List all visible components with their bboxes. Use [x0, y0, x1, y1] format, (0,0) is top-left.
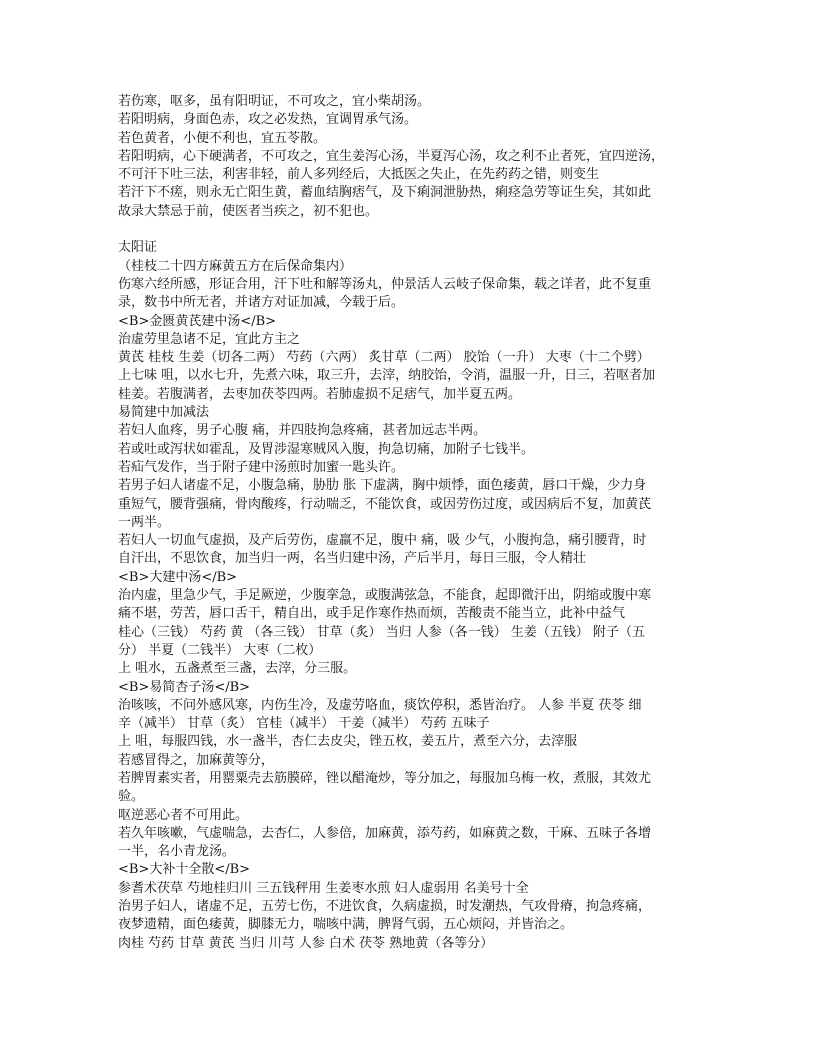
text-line: 易简建中加减法 [118, 405, 210, 421]
text-line: 若伤寒，呕多，虽有阳明证，不可攻之，宜小柴胡汤。 [118, 94, 431, 109]
text-line: 伤寒六经所感，形证合用，汗下吐和解等汤丸，仲景活人云岐子保命集，载之详者，此不复重 [118, 276, 652, 292]
text-line: 肉桂 芍药 甘草 黄芪 当归 川芎 人参 白术 茯苓 熟地黄（各等分） [118, 935, 494, 951]
text-line: 痛不堪，劳苦，唇口舌干，精自出，或手足作寒作热而烦，苦酸责不能当立，此补中益气 [118, 606, 626, 622]
text-line: 不可汗下吐三法，利害非轻，前人多列经后，大抵医之失止，在先药药之错，则变生 [118, 167, 600, 183]
text-line: 若阳明病，心下硬满者，不可攻之，宜生姜泻心汤，半夏泻心汤，攻之利不止者死，宜四逆汤， [118, 148, 665, 164]
text-line: 分） 半夏（二钱半） 大枣（二枚） [118, 642, 322, 658]
text-line: 呕逆恶心者不可用此。 [118, 807, 249, 823]
text-line: 治男子妇人，诸虚不足，五劳七伤，不进饮食，久病虚损，时发潮热，气攻骨瘠，拘急疼痛， [118, 899, 652, 915]
formula-heading: <B>大补十全散</B> [118, 862, 251, 878]
blank-line [118, 221, 718, 239]
formula-heading: <B>易简杏子汤</B> [118, 679, 251, 695]
text-line: 若阳明病，身面色赤，攻之必发热，宜调胃承气汤。 [118, 112, 418, 128]
text-line: 若疝气发作，当于附子建中汤煎时加蜜一匙头许。 [118, 459, 405, 475]
text-line: 若感冒得之，加麻黄等分， [118, 752, 275, 768]
text-line: 治咳咳，不问外感风寒，内伤生冷，及虚劳咯血，痰饮停积，悉皆治疗。 人参 半夏 茯苓 细 [118, 697, 642, 713]
text-line: 自汗出，不思饮食，加当归一两，名当归建中汤，产后半月，每日三服，令人精壮 [118, 551, 587, 567]
formula-heading: <B>大建中汤</B> [118, 569, 238, 585]
text-line: 若或吐或泻状如霍乱，及胃涉湿寒贼风入腹，拘急切痛，加附子七钱半。 [118, 441, 535, 457]
text-line: 一两半。 [118, 514, 171, 530]
text-line: 太阳证 [118, 240, 158, 256]
text-line: 治虚劳里急诸不足，宜此方主之 [118, 331, 301, 347]
text-line: 若妇人一切血气虚损，及产后劳伤，虚羸不足，腹中 痛，吸 少气，小腹拘急，痛引腰背，时 [118, 533, 647, 549]
text-line: 重短气，腰背强痛，骨肉酸疼，行动喘乏，不能饮食，或因劳伤过度，或因病后不复，加黄芪 [118, 496, 652, 512]
text-line: 上七味 咀，以水七升，先煮六味，取三升，去滓，纳胶饴，令消，温服一升，日三，若呕者加 [118, 368, 656, 384]
text-line: 验。 [118, 789, 145, 805]
text-line: 故录大禁忌于前，使医者当疾之，初不犯也。 [118, 203, 379, 219]
text-line: （桂枝二十四方麻黄五方在后保命集内） [118, 258, 353, 274]
text-line: 一半，名小青龙汤。 [118, 844, 236, 860]
text-line: 若久年咳嗽，气虚喘急，去杏仁，人参倍，加麻黄，添芍药，如麻黄之数，干麻、五味子各增 [118, 825, 652, 841]
text-line: 若色黄者，小便不利也，宜五苓散。 [118, 130, 327, 146]
text-line: 上 咀水，五盏煮至三盏，去滓，分三服。 [118, 661, 357, 677]
text-line: 参耆术茯草 芍地桂归川 三五钱秤用 生姜枣水煎 妇人虚弱用 名美号十全 [118, 880, 529, 896]
text-line: 治内虚，里急少气，手足厥逆，少腹挛急，或腹满弦急，不能食，起即微汗出，阴缩或腹中寒 [118, 588, 652, 604]
text-line: 夜梦遗精，面色痿黄，脚膝无力，喘咳中满，脾肾气弱，五心烦闷，并皆治之。 [118, 917, 574, 933]
text-line: 上 咀，每服四钱，水一盏半，杏仁去皮尖，锉五枚，姜五片，煮至六分，去滓服 [118, 734, 578, 750]
formula-heading: <B>金匮黄芪建中汤</B> [118, 313, 277, 329]
text-line: 若脾胃素实者，用罂粟壳去筋膜碎，锉以醋淹炒，等分加之，每服加乌梅一枚，煮服，其效尤 [118, 770, 652, 786]
text-line: 黄芪 桂枝 生姜（切各二两） 芍药（六两） 炙甘草（二两） 胶饴（一升） 大枣（十二个劈） [118, 350, 650, 366]
text-line: 若妇人血疼，男子心腹 痛，并四肢拘急疼痛，甚者加远志半两。 [118, 423, 487, 439]
document-page [118, 93, 718, 953]
text-line: 桂心（三钱） 芍药 黄 （各三钱） 甘草（炙） 当归 人参（各一钱） 生姜（五钱） 附子（五 [118, 624, 646, 640]
text-line: 录，数书中所无者，并诸方对证加减，今载于后。 [118, 295, 405, 311]
text-line: 桂姜。若腹满者，去枣加茯苓四两。若肺虚损不足痞气，加半夏五两。 [118, 386, 522, 402]
text-line: 若男子妇人诸虚不足，小腹急痛，胁肋 胀 下虚满，胸中烦悸，面色痿黄，唇口干燥，少力身 [118, 478, 647, 494]
text-line: 若汗下不瘥，则永无亡阳生黄，蓄血结胸痞气，及下痢洞泄胁热，痢痉急劳等证生矣，其如此 [118, 185, 652, 201]
text-line: 辛（减半） 甘草（炙） 官桂（减半） 干姜（减半） 芍药 五味子 [118, 716, 490, 732]
